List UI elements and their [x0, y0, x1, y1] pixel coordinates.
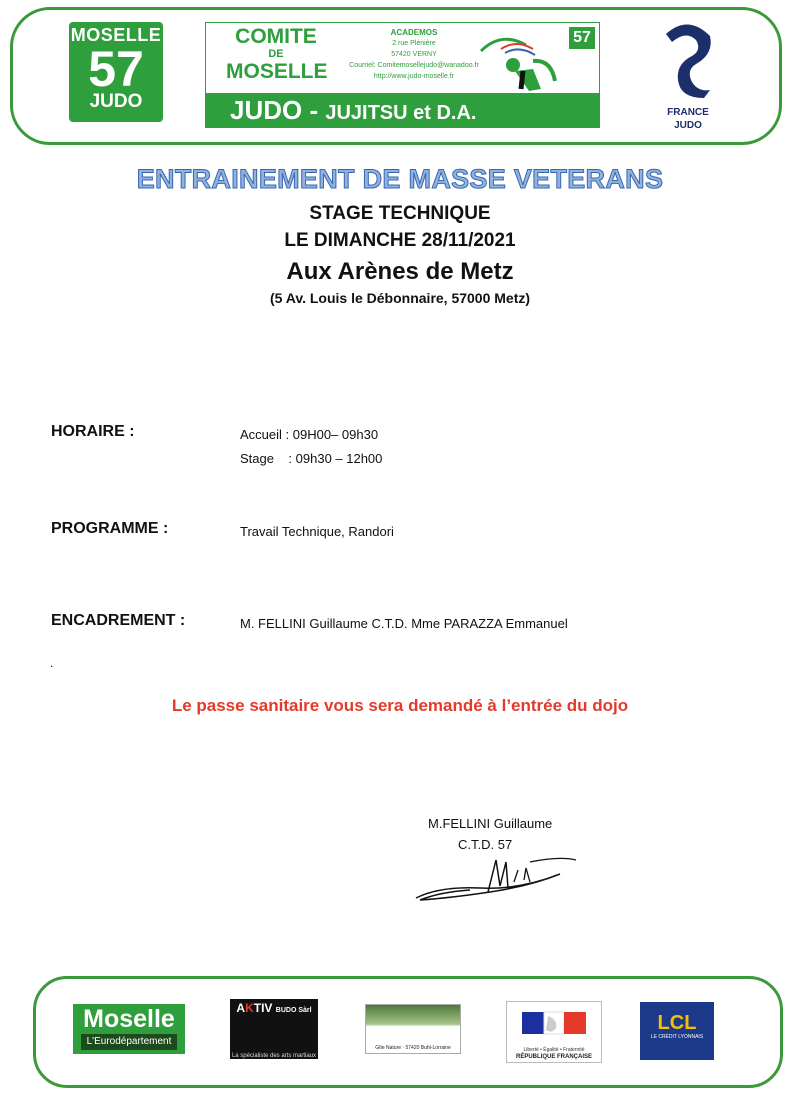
venue: Aux Arènes de Metz: [286, 258, 514, 285]
subtitle-stage: STAGE TECHNIQUE: [309, 203, 491, 224]
encadrement-label: ENCADREMENT :: [51, 612, 186, 629]
moselle-sponsor-logo: [73, 1004, 185, 1054]
moselle-name: Moselle: [83, 1005, 175, 1033]
signature-icon: [410, 852, 580, 908]
nature-sponsor-logo: [365, 1004, 461, 1054]
ffj-line1: FRANCE: [667, 107, 709, 118]
france-judo-icon: [658, 20, 718, 100]
ffj-line2: JUDO: [674, 120, 702, 131]
band-sub: JUJITSU et D.A.: [325, 102, 477, 124]
address-website: http://www.judo-moselle.fr: [373, 73, 455, 80]
nature-text: Gîte Nature · 57420 Buhl-Lorraine: [375, 1045, 451, 1051]
comite-address: [344, 27, 484, 82]
horaire-line2: Stage : 09h30 – 12h00: [240, 451, 383, 466]
lcl-name: LCL: [657, 1012, 697, 1034]
subtitle-date: LE DIMANCHE 28/11/2021: [284, 230, 516, 251]
moselle-tagline: L'Eurodépartement: [81, 1034, 177, 1050]
signatory-role: C.T.D. 57: [458, 837, 513, 852]
france-judo-logo: [656, 20, 720, 131]
venue-address: (5 Av. Louis le Débonnaire, 57000 Metz): [269, 290, 531, 306]
sanitary-notice: Le passe sanitaire vous sera demandé à l’entrée du dojo: [171, 696, 629, 715]
aktiv-budo-logo: [230, 999, 318, 1059]
address-street: 2 rue Plénière: [392, 40, 436, 47]
badge-line1: MOSELLE: [70, 25, 162, 45]
aktiv-k: K: [245, 1001, 254, 1015]
judoka-icon: [471, 31, 561, 97]
page-title: ENTRAINEMENT DE MASSE VETERANS: [136, 164, 664, 194]
address-city: 57420 VERNY: [391, 51, 437, 58]
address-email: Courriel: Comitemosellejudo@wanadoo.fr: [349, 62, 479, 69]
comite-line1: COMITE: [235, 25, 317, 48]
lcl-logo: [640, 1002, 714, 1060]
encadrement-value: M. FELLINI Guillaume C.T.D. Mme PARAZZA Emmanuel: [240, 616, 568, 631]
programme-value: Travail Technique, Randori: [240, 524, 394, 539]
republique-motto: Liberté • Égalité • Fraternité: [523, 1047, 585, 1053]
comite-line3: MOSELLE: [226, 60, 328, 83]
badge-line2: 57: [88, 41, 144, 97]
comite-name: [226, 25, 326, 83]
marianne-flag-icon: [518, 1008, 590, 1038]
badge-line3: JUDO: [89, 91, 143, 112]
moselle-judo-logo: [69, 22, 163, 122]
signatory-name: M.FELLINI Guillaume: [428, 816, 553, 831]
republique-name: RÉPUBLIQUE FRANÇAISE: [515, 1054, 592, 1060]
aktiv-suffix: BUDO Sàrl: [275, 1007, 312, 1014]
programme-label: PROGRAMME :: [51, 520, 169, 537]
republique-francaise-logo: [506, 1001, 602, 1063]
horaire-line1: Accueil : 09H00– 09h30: [240, 427, 379, 442]
aktiv-a: A: [236, 1001, 246, 1015]
aktiv-rest: TIV: [253, 1001, 273, 1015]
aktiv-name: [230, 999, 318, 1020]
lcl-tagline: LE CRÉDIT LYONNAIS: [650, 1034, 704, 1040]
comite-band: [206, 93, 599, 127]
stray-dot: .: [50, 656, 54, 670]
aktiv-tagline: La spécialiste des arts martiaux: [231, 1053, 317, 1059]
comite-number: 57: [569, 27, 595, 49]
horaire-label: HORAIRE :: [51, 423, 135, 440]
address-title: ACADEMOS: [390, 28, 438, 37]
comite-line2: DE: [268, 48, 284, 60]
comite-banner: [205, 22, 600, 128]
band-main: JUDO -: [230, 95, 326, 125]
